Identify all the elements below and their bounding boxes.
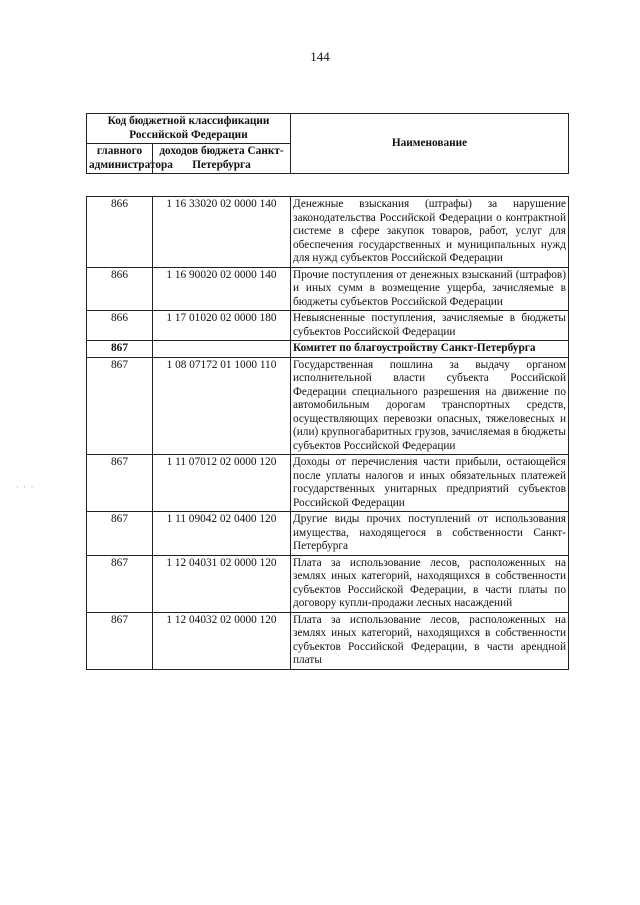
scan-margin-mark: · · · — [16, 482, 35, 492]
admin-code-cell: 867 — [87, 357, 153, 455]
table-row — [87, 341, 569, 358]
revenue-code-cell: 1 11 09042 02 0400 120 — [153, 512, 291, 556]
admin-code-cell: 867 — [87, 612, 153, 669]
revenue-code-cell — [153, 341, 291, 358]
admin-column-header: главного администратора — [87, 144, 153, 174]
name-cell: Плата за использование лесов, расположенных на землях иных категорий, находящихся в собственности субъектов Российской Федерации, в части арендной платы — [291, 612, 569, 669]
table-row — [87, 197, 569, 268]
table-row — [87, 357, 569, 455]
admin-code-cell: 867 — [87, 455, 153, 512]
table-row — [87, 267, 569, 311]
table-row — [87, 555, 569, 612]
admin-code-cell: 866 — [87, 311, 153, 341]
table-header — [86, 113, 569, 174]
admin-code-cell: 866 — [87, 267, 153, 311]
name-cell: Невыясненные поступления, зачисляемые в бюджеты субъектов Российской Федерации — [291, 311, 569, 341]
name-cell: Доходы от перечисления части прибыли, остающейся после уплаты налогов и иных обязательных платежей государственных унитарных предприятий субъектов Российской Федерации — [291, 455, 569, 512]
table-row — [87, 455, 569, 512]
name-cell: Плата за использование лесов, расположенных на землях иных категорий, находящихся в собственности субъектов Российской Федерации, в части платы по договору купли-продажи лесных насаждений — [291, 555, 569, 612]
revenue-code-cell: 1 08 07172 01 1000 110 — [153, 357, 291, 455]
revenue-code-cell: 1 16 33020 02 0000 140 — [153, 197, 291, 268]
page-number: 144 — [310, 49, 330, 64]
admin-code-cell: 867 — [87, 512, 153, 556]
classification-group-header: Код бюджетной классификации Российской Федерации — [87, 114, 291, 144]
admin-code-cell: 867 — [87, 555, 153, 612]
name-column-header: Наименование — [291, 114, 569, 174]
revenue-code-cell: 1 16 90020 02 0000 140 — [153, 267, 291, 311]
code-column-header: доходов бюджета Санкт-Петербурга — [153, 144, 291, 174]
name-cell: Государственная пошлина за выдачу органом исполнительной власти субъекта Российской Федерации специального разрешения на движение по автомобильным дорогам транспортных средств, осуществляющих перевозки опасных, тяжеловесных и (или) крупногабаритных грузов, зачисляемая в бюджеты субъектов Российской Федерации — [291, 357, 569, 455]
table-row — [87, 512, 569, 556]
revenue-code-cell: 1 11 07012 02 0000 120 — [153, 455, 291, 512]
admin-code-cell: 867 — [87, 341, 153, 358]
name-cell: Денежные взыскания (штрафы) за нарушение законодательства Российской Федерации о контрактной системе в сфере закупок товаров, работ, услуг для обеспечения государственных и муниципальных нужд для нужд субъектов Российской Федерации — [291, 197, 569, 268]
table-row — [87, 311, 569, 341]
classification-table — [86, 196, 569, 670]
table-row — [87, 612, 569, 669]
name-cell: Комитет по благоустройству Санкт-Петербурга — [291, 341, 569, 358]
revenue-code-cell: 1 12 04032 02 0000 120 — [153, 612, 291, 669]
name-cell: Другие виды прочих поступлений от использования имущества, находящегося в собственности Санкт-Петербурга — [291, 512, 569, 556]
admin-code-cell: 866 — [87, 197, 153, 268]
revenue-code-cell: 1 17 01020 02 0000 180 — [153, 311, 291, 341]
revenue-code-cell: 1 12 04031 02 0000 120 — [153, 555, 291, 612]
name-cell: Прочие поступления от денежных взысканий (штрафов) и иных сумм в возмещение ущерба, зачисляемые в бюджеты субъектов Российской Федерации — [291, 267, 569, 311]
